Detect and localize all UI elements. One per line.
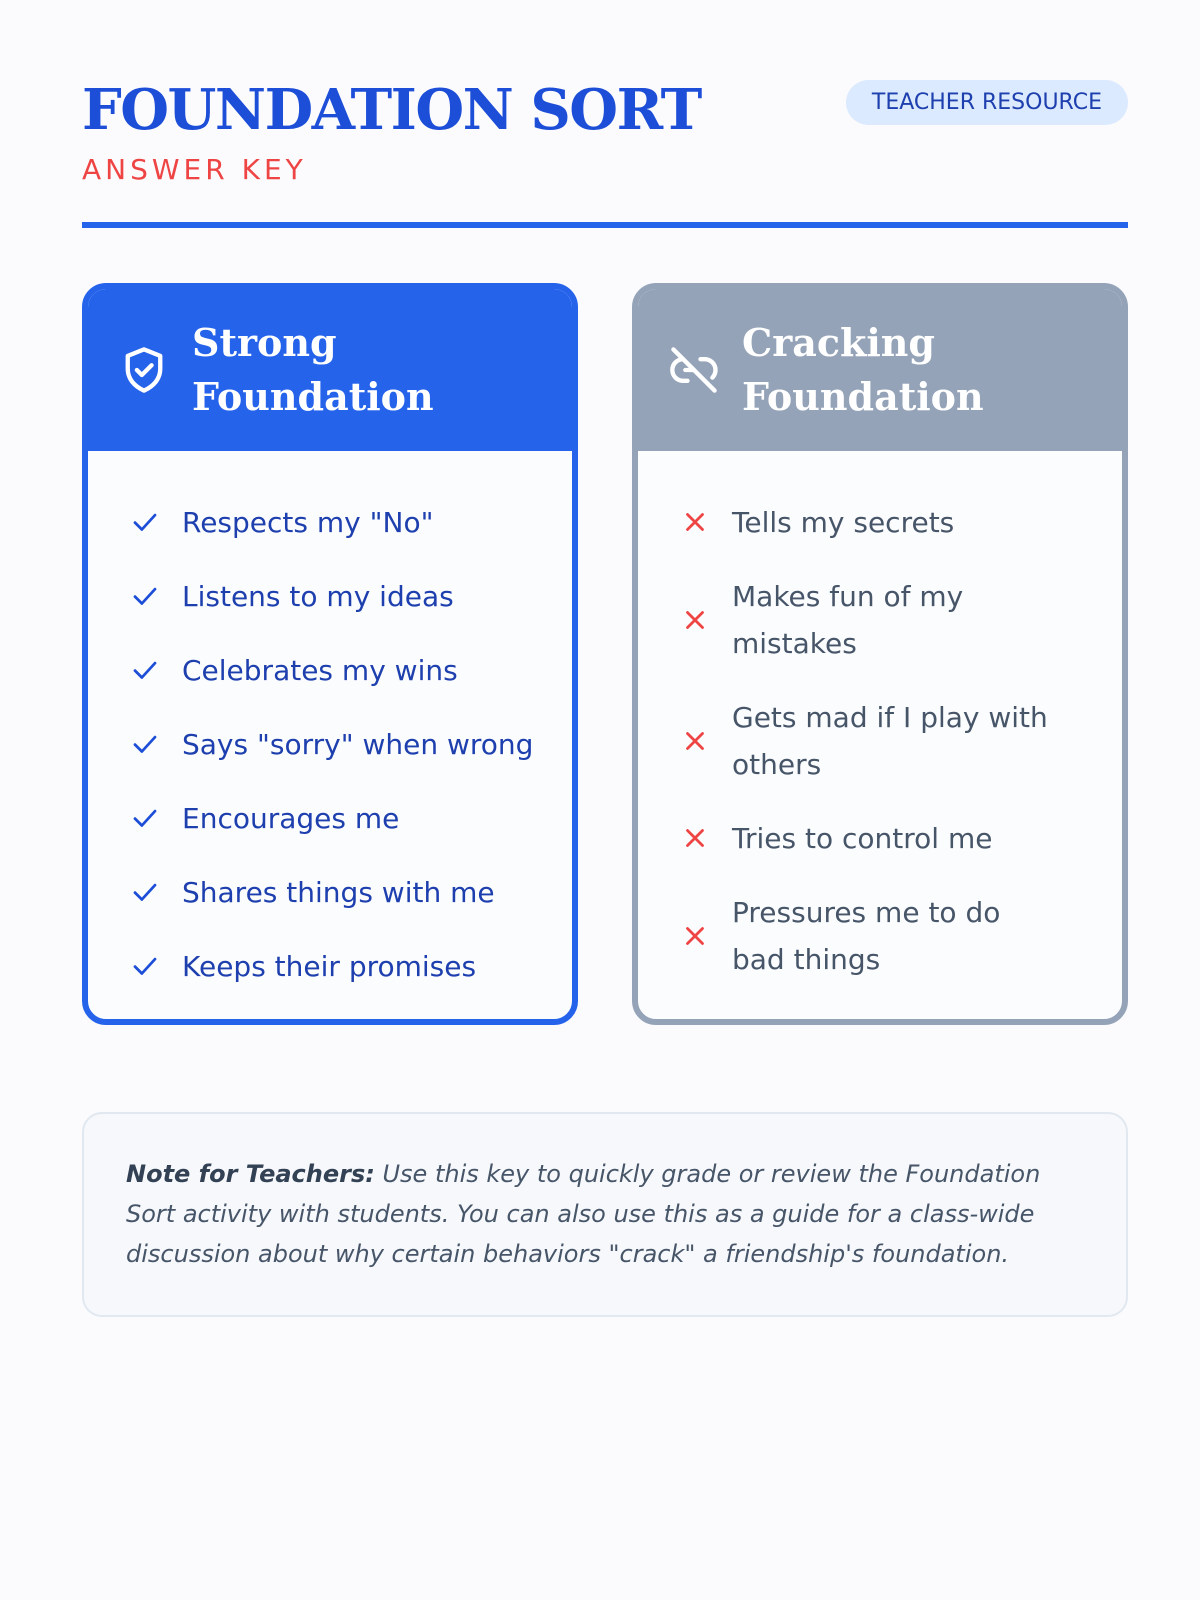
- strong-foundation-card: [82, 283, 578, 1025]
- list-item-text: Respects my "No": [182, 505, 434, 539]
- list-item: [88, 707, 572, 781]
- sort-columns: [82, 283, 1128, 1025]
- broken-link-icon: [668, 344, 720, 396]
- x-icon: [680, 726, 710, 756]
- cracking-foundation-title: [742, 316, 1002, 424]
- list-item-text: Pressures me to do bad things: [732, 895, 1001, 976]
- list-item: [88, 485, 572, 559]
- list-item-text: Tries to control me: [732, 821, 993, 855]
- list-item-text: Encourages me: [182, 801, 400, 835]
- cracking-foundation-list: [638, 451, 1122, 996]
- x-icon: [680, 921, 710, 951]
- list-item: [638, 801, 1122, 875]
- crack-title-line-2: Foundation: [742, 374, 984, 419]
- list-item: [638, 875, 1122, 996]
- strong-title-line-2: Foundation: [192, 374, 434, 419]
- list-item: [88, 929, 572, 1003]
- check-icon: [130, 877, 160, 907]
- list-item-text: Listens to my ideas: [182, 579, 454, 613]
- list-item-text: Keeps their promises: [182, 949, 477, 983]
- teacher-note-text: Use this key to quickly grade or review the Foundation Sort activity with students. You can also use this as a guide for a class-wide discussion about why certain behaviors "crack" a friendship's foundation.: [126, 1160, 1041, 1268]
- list-item: [638, 559, 1122, 680]
- teacher-note-label: Note for Teachers:: [126, 1160, 375, 1188]
- strong-foundation-title: [192, 316, 452, 424]
- strong-foundation-list: [88, 451, 572, 1003]
- list-item: [88, 559, 572, 633]
- x-icon: [680, 605, 710, 635]
- page-title: FOUNDATION SORT: [82, 77, 701, 143]
- cracking-foundation-header: [638, 289, 1122, 451]
- list-item: [88, 855, 572, 929]
- page-subtitle: ANSWER KEY: [82, 153, 307, 186]
- list-item: [638, 485, 1122, 559]
- check-icon: [130, 581, 160, 611]
- shield-check-icon: [118, 344, 170, 396]
- list-item-text: Says "sorry" when wrong: [182, 727, 534, 761]
- list-item: [88, 633, 572, 707]
- list-item: [638, 680, 1122, 801]
- check-icon: [130, 951, 160, 981]
- check-icon: [130, 507, 160, 537]
- header-divider: [82, 222, 1128, 228]
- check-icon: [130, 729, 160, 759]
- teacher-note: [82, 1112, 1128, 1317]
- worksheet-page: [82, 0, 1128, 1268]
- teacher-resource-badge: TEACHER RESOURCE: [846, 80, 1128, 125]
- list-item-text: Gets mad if I play with others: [732, 700, 1048, 781]
- list-item-text: Shares things with me: [182, 875, 495, 909]
- header: [82, 0, 1128, 230]
- check-icon: [130, 803, 160, 833]
- x-icon: [680, 823, 710, 853]
- strong-foundation-header: [88, 289, 572, 451]
- cracking-foundation-card: [632, 283, 1128, 1025]
- list-item: [88, 781, 572, 855]
- strong-title-line-1: Strong: [192, 320, 337, 365]
- list-item-text: Makes fun of my mistakes: [732, 579, 964, 660]
- list-item-text: Celebrates my wins: [182, 653, 458, 687]
- crack-title-line-1: Cracking: [742, 320, 935, 365]
- x-icon: [680, 507, 710, 537]
- list-item-text: Tells my secrets: [732, 505, 955, 539]
- check-icon: [130, 655, 160, 685]
